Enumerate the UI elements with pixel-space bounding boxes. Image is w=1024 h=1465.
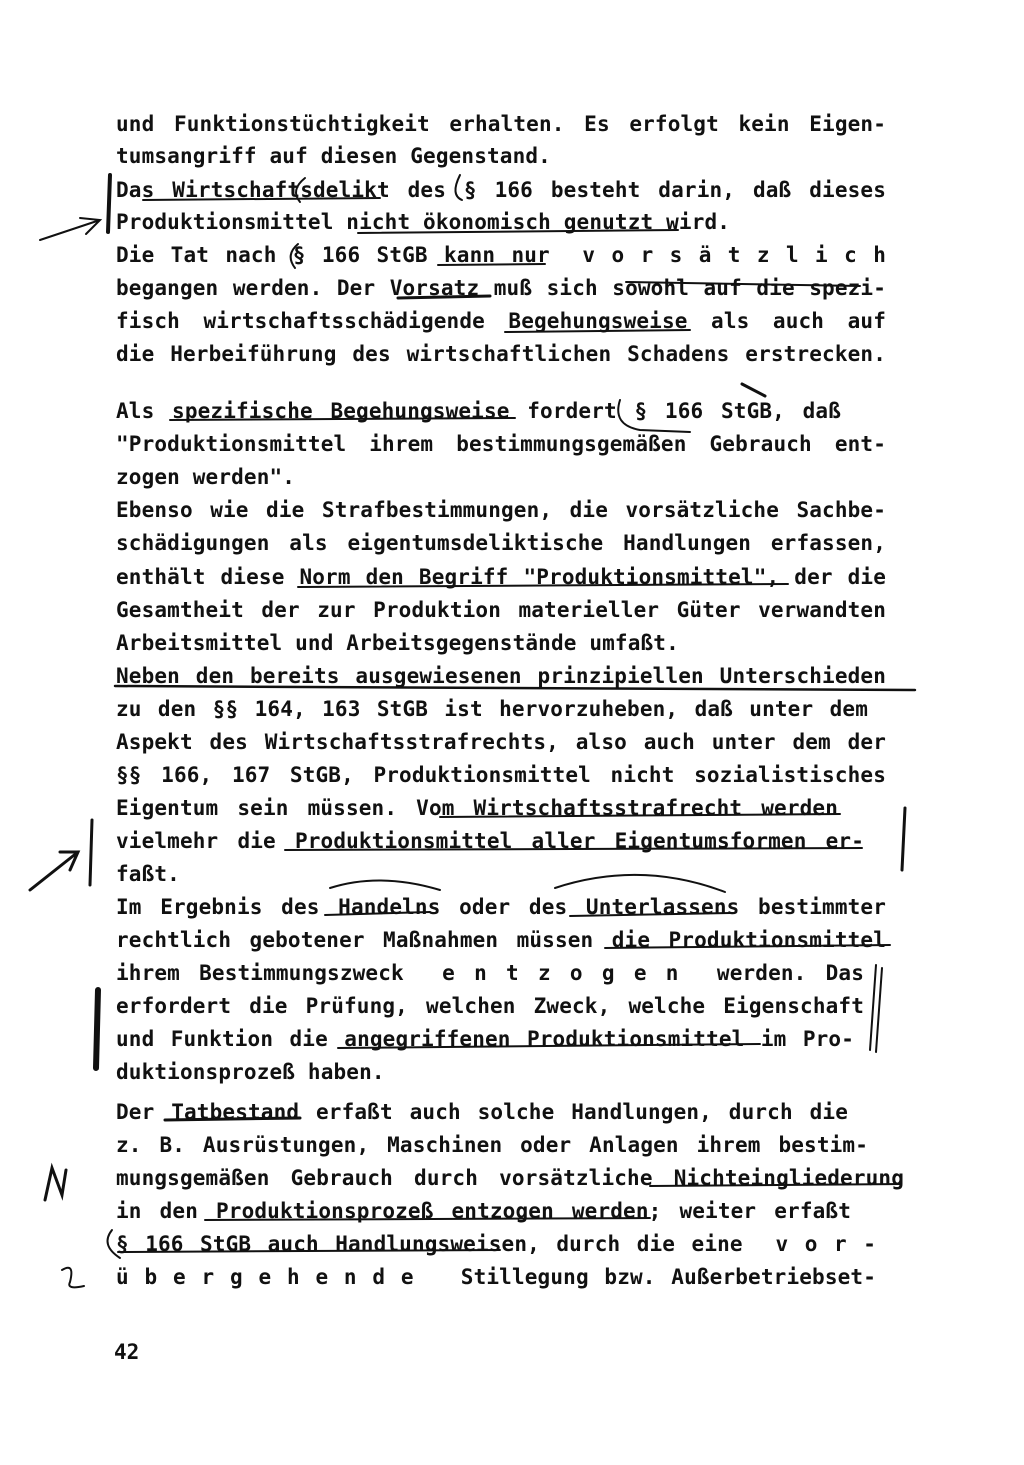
text-line: zogen werden". [116, 465, 296, 489]
underline [298, 584, 788, 587]
underline [285, 848, 862, 850]
text-line: in den Produktionsprozeß entzogen werden; weiter erfaßt [116, 1199, 851, 1223]
text-line: Ebenso wie die Strafbestimmungen, die vorsätzliche Sachbe- [116, 498, 886, 522]
underline [505, 330, 690, 332]
text-line: Als spezifische Begehungsweise fordert § 166 StGB, daß [116, 399, 841, 423]
text-line: faßt. [116, 862, 180, 886]
text-line: §§ 166, 167 StGB, Produktionsmittel nicht sozialistisches [116, 763, 886, 787]
underline [605, 945, 890, 948]
text-line: die Herbeiführung des wirtschaftlichen Schadens erstrecken. [116, 342, 886, 366]
margin-bar [96, 990, 98, 1068]
tick-mark [742, 384, 765, 396]
text-line: Eigentum sein müssen. Vom Wirtschaftsstrafrecht werden [116, 796, 838, 820]
text-line: fisch wirtschaftsschädigende Begehungsweise als auch auf [116, 309, 886, 333]
text-line: enthält diese Norm den Begriff "Produktionsmittel", der die [116, 565, 886, 589]
text-line: und Funktionstüchtigkeit erhalten. Es erfolgt kein Eigen- [116, 112, 886, 136]
text-line: Die Tat nach § 166 StGB kann nur v o r s ä t z l i c h [116, 243, 886, 267]
text-line: Produktionsmittel nicht ökonomisch genutzt wird. [116, 210, 731, 234]
text-line: Der Tatbestand erfaßt auch solche Handlungen, durch die [116, 1100, 848, 1124]
underline [338, 1044, 760, 1048]
underline [650, 1184, 900, 1186]
text-line: duktionsprozeß haben. [116, 1060, 385, 1084]
check-mark [45, 1168, 66, 1200]
text-line: mungsgemäßen Gebrauch durch vorsätzliche Nichteingliederung [116, 1166, 904, 1190]
text-line: vielmehr die Produktionsmittel aller Eigentumsformen er- [116, 829, 864, 853]
underline [143, 198, 380, 200]
margin-bar [870, 965, 882, 1052]
text-line: Im Ergebnis des Handelns oder des Unterlassens bestimmter [116, 895, 886, 919]
text-line: ü b e r g e h e n d e Stillegung bzw. Außerbetriebset- [116, 1265, 876, 1289]
underline [165, 1118, 300, 1120]
underline [358, 230, 678, 233]
underline [626, 282, 860, 286]
text-line: rechtlich gebotener Maßnahmen müssen die Produktionsmittel [116, 928, 886, 952]
underline [205, 1218, 650, 1220]
underline [118, 1250, 500, 1252]
text-line: z. B. Ausrüstungen, Maschinen oder Anlagen ihrem bestim- [116, 1133, 868, 1157]
text-line: erfordert die Prüfung, welchen Zweck, welche Eigenschaft [116, 994, 864, 1018]
margin-bar [902, 808, 905, 870]
text-line: § 166 StGB auch Handlungsweisen, durch die eine v o r - [116, 1232, 876, 1256]
page-number: 42 [114, 1340, 140, 1364]
underline [398, 296, 490, 298]
bracket-mark [455, 175, 462, 200]
text-line: "Produktionsmittel ihrem bestimmungsgemäßen Gebrauch ent- [116, 432, 886, 456]
underline [438, 264, 545, 265]
underline [325, 912, 430, 915]
text-line: begangen werden. Der Vorsatz muß sich sowohl auf die spezi- [116, 276, 886, 300]
underline [115, 686, 915, 690]
bracket-mark [108, 1230, 121, 1258]
underline [170, 418, 515, 420]
arrow-mark [30, 852, 78, 890]
margin-bar [108, 175, 110, 232]
bracket-mark [291, 244, 298, 268]
text-line: Arbeitsmittel und Arbeitsgegenstände umfaßt. [116, 631, 679, 655]
arc-mark [555, 875, 725, 892]
text-line: Das Wirtschaftsdelikt des § 166 besteht darin, daß dieses [116, 178, 886, 202]
arrow-mark [40, 218, 100, 240]
bracket-mark [618, 400, 690, 432]
text-line: Aspekt des Wirtschaftsstrafrechts, also auch unter dem der [116, 730, 886, 754]
text-line: zu den §§ 164, 163 StGB ist hervorzuheben, daß unter dem [116, 697, 868, 721]
margin-bar [90, 820, 92, 885]
text-line: Neben den bereits ausgewiesenen prinzipiellen Unterschieden [116, 664, 886, 688]
arc-mark [330, 880, 440, 890]
text-line: Gesamtheit der zur Produktion materieller Güter verwandten [116, 598, 886, 622]
underline [440, 814, 840, 817]
underline [570, 913, 730, 916]
text-line: und Funktion die angegriffenen Produktionsmittel im Pro- [116, 1027, 854, 1051]
text-line: tumsangriff auf diesen Gegenstand. [116, 144, 551, 168]
text-line: ihrem Bestimmungszweck e n t z o g e n werden. Das [116, 961, 864, 985]
margin-number [62, 1268, 84, 1288]
text-line: schädigungen als eigentumsdeliktische Handlungen erfassen, [116, 531, 886, 555]
